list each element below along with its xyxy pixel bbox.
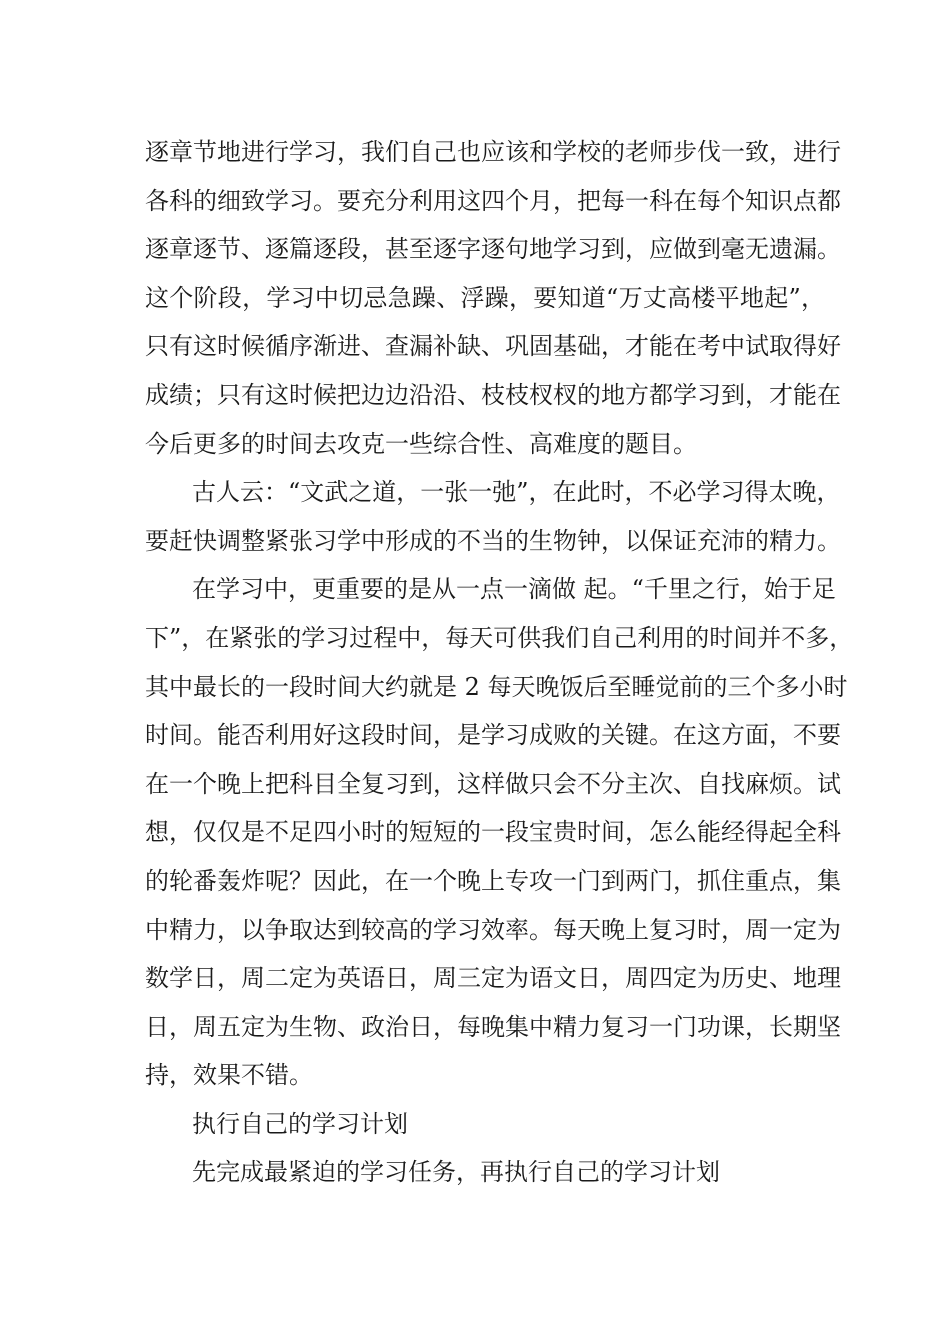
text-line: 各科的细致学习。要充分利用这四个月，把每一科在每个知识点都 xyxy=(145,186,841,215)
text-line: 想，仅仅是不足四小时的短短的一段宝贵时间，怎么能经得起全科 xyxy=(145,818,841,847)
text-line: 中精力，以争取达到较高的学习效率。每天晚上复习时，周一定为 xyxy=(145,915,841,944)
body-text xyxy=(145,128,854,1197)
text-line: 逐章逐节、逐篇逐段，甚至逐字逐句地学习到，应做到毫无遗漏。 xyxy=(145,235,841,264)
text-line: 要赶快调整紧张习学中形成的不当的生物钟，以保证充沛的精力。 xyxy=(145,526,841,555)
text-line: 日，周五定为生物、政治日，每晚集中精力复习一门功课，长期坚 xyxy=(145,1012,841,1041)
text-line: 古人云：“文武之道，一张一弛”，在此时，不必学习得太晚， xyxy=(192,478,841,507)
text-line: 先完成最紧迫的学习任务，再执行自己的学习计划 xyxy=(192,1158,720,1187)
text-line: 在学习中，更重要的是从一点一滴做 起。“千里之行，始于足 xyxy=(192,575,836,604)
text-line: 成绩；只有这时候把边边沿沿、枝枝杈杈的地方都学习到，才能在 xyxy=(145,380,841,409)
section-heading: 执行自己的学习计划 xyxy=(192,1109,408,1138)
text-line: 时间。能否利用好这段时间，是学习成败的关键。在这方面，不要 xyxy=(145,721,841,750)
text-line: 下”，在紧张的学习过程中，每天可供我们自己利用的时间并不多， xyxy=(145,623,854,652)
text-line: 数学日，周二定为英语日，周三定为语文日，周四定为历史、地理 xyxy=(145,964,841,993)
text-line: 在一个晚上把科目全复习到，这样做只会不分主次、自找麻烦。试 xyxy=(145,769,841,798)
text-line: 其中最长的一段时间大约就是 2 每天晚饭后至睡觉前的三个多小时 xyxy=(145,672,848,701)
text-line: 这个阶段，学习中切忌急躁、浮躁，要知道“万丈高楼平地起”， xyxy=(145,283,825,312)
text-line: 的轮番轰炸呢？因此，在一个晚上专攻一门到两门，抓住重点，集 xyxy=(145,866,841,895)
text-line: 只有这时候循序渐进、查漏补缺、巩固基础，才能在考中试取得好 xyxy=(145,332,841,361)
text-line: 今后更多的时间去攻克一些综合性、高难度的题目。 xyxy=(145,429,697,458)
text-line: 逐章节地进行学习，我们自己也应该和学校的老师步伐一致，进行 xyxy=(145,138,841,166)
text-line: 持，效果不错。 xyxy=(145,1061,313,1090)
